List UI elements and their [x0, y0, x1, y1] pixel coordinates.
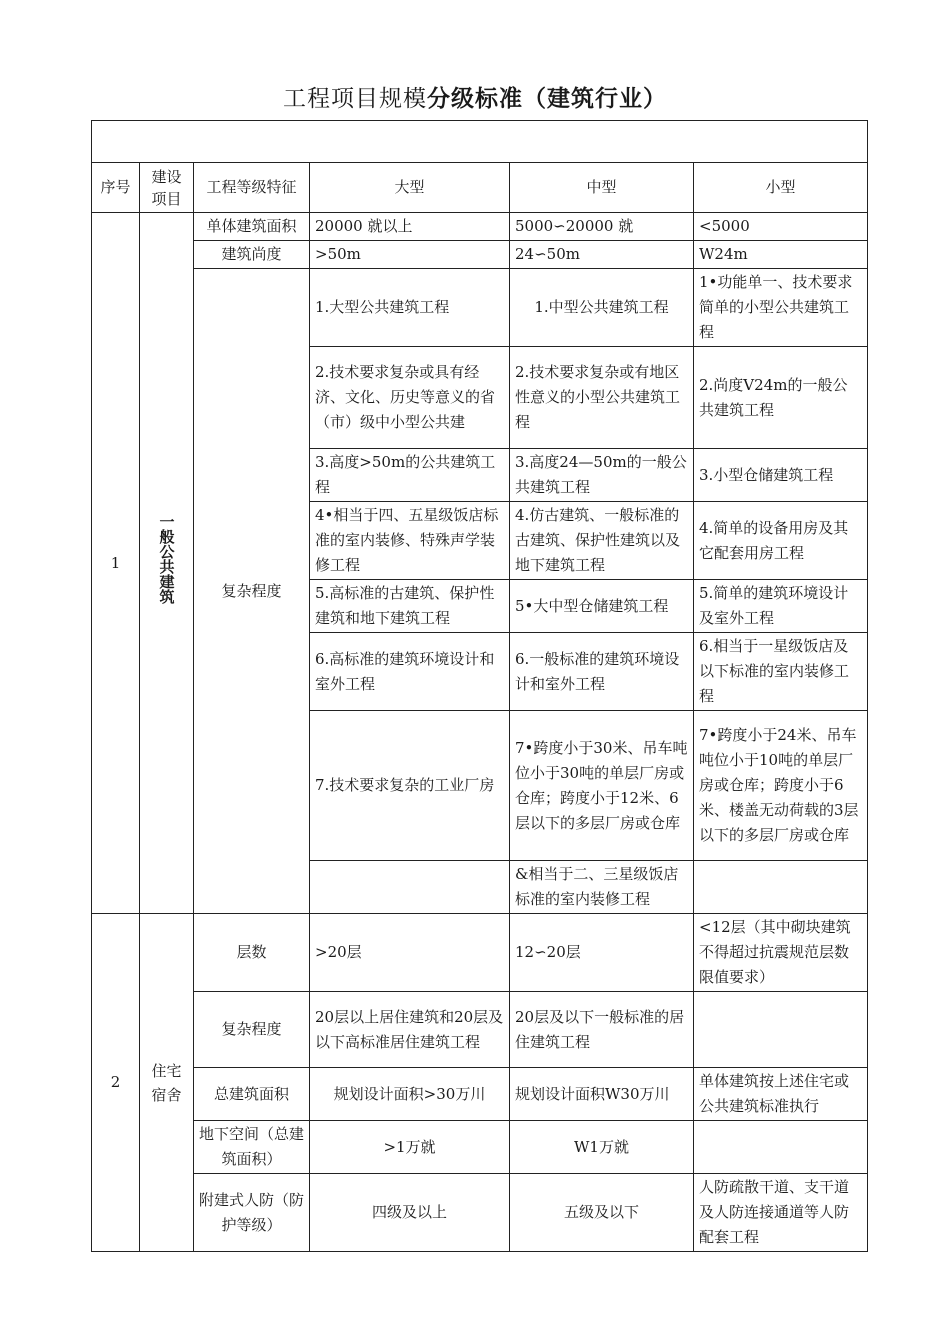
s1-complex-label: 复杂程度: [194, 269, 310, 914]
s2-r1-label: 层数: [194, 914, 310, 992]
s2-seq: 2: [92, 914, 140, 1252]
s2-r5-label: 附建式人防（防护等级）: [194, 1174, 310, 1252]
table-row: [92, 1121, 868, 1174]
s1-height-medium: 24∽50m: [510, 241, 694, 269]
title-part1: 工程项目规模: [283, 86, 427, 112]
header-small: 小型: [694, 163, 868, 213]
header-large: 大型: [310, 163, 510, 213]
table-row: [92, 213, 868, 241]
page-title: [0, 80, 950, 113]
s1-c5-small: 5.简单的建筑环境设计及室外工程: [694, 580, 868, 633]
s1-c8-medium: &相当于二、三星级饭店标准的室内装修工程: [510, 861, 694, 914]
s2-r4-medium: W1万就: [510, 1121, 694, 1174]
s1-c4-medium: 4.仿古建筑、一般标准的古建筑、保护性建筑以及地下建筑工程: [510, 502, 694, 580]
s1-c3-medium: 3.高度24—50m的一般公共建筑工程: [510, 449, 694, 502]
s1-c7-medium: 7•跨度小于30米、吊车吨位小于30吨的单层厂房或仓库；跨度小于12米、6层以下的多层厂房或仓库: [510, 711, 694, 861]
s1-project-cell: [140, 213, 194, 914]
s1-area-small: <5000: [694, 213, 868, 241]
s1-area-medium: 5000∽20000 就: [510, 213, 694, 241]
header-project: 建设 项目: [140, 163, 194, 213]
s1-c3-large: 3.高度>50m的公共建筑工程: [310, 449, 510, 502]
s2-r1-medium: 12∽20层: [510, 914, 694, 992]
s2-r3-small: 单体建筑按上述住宅或公共建筑标准执行: [694, 1068, 868, 1121]
table-row: [92, 1174, 868, 1252]
header-seq: 序号: [92, 163, 140, 213]
s1-c2-medium: 2.技术要求复杂或有地区性意义的小型公共建筑工程: [510, 347, 694, 449]
title-part2: 分级标准（建筑行业）: [427, 86, 667, 112]
table-row: [92, 241, 868, 269]
s1-seq: 1: [92, 213, 140, 914]
s2-r3-large: 规划设计面积>30万川: [310, 1068, 510, 1121]
s1-c2-large: 2.技术要求复杂或具有经济、文化、历史等意义的省 （市）级中小型公共建: [310, 347, 510, 449]
grading-table: [91, 120, 868, 1252]
s2-r2-label: 复杂程度: [194, 992, 310, 1068]
s2-r2-medium: 20层及以下一般标准的居住建筑工程: [510, 992, 694, 1068]
s1-c1-medium: 1.中型公共建筑工程: [510, 269, 694, 347]
s1-c1-small: 1•功能单一、技术要求简单的小型公共建筑工程: [694, 269, 868, 347]
table-row: [92, 1068, 868, 1121]
s1-c1-large: 1.大型公共建筑工程: [310, 269, 510, 347]
s1-c7-large: 7.技术要求复杂的工业厂房: [310, 711, 510, 861]
s2-project: 住宅 宿舍: [140, 914, 194, 1252]
s1-c8-small: [694, 861, 868, 914]
s1-height-label: 建筑尚度: [194, 241, 310, 269]
s1-c4-small: 4.简单的设备用房及其它配套用房工程: [694, 502, 868, 580]
s1-height-small: W24m: [694, 241, 868, 269]
s1-project: 一般公共建筑: [157, 514, 176, 604]
s2-r5-large: 四级及以上: [310, 1174, 510, 1252]
s2-r3-medium: 规划设计面积W30万川: [510, 1068, 694, 1121]
s1-c2-small: 2.尚度V24m的一般公共建筑工程: [694, 347, 868, 449]
s1-c5-large: 5.高标准的古建筑、保护性建筑和地下建筑工程: [310, 580, 510, 633]
s2-r4-small: [694, 1121, 868, 1174]
s2-r1-small: <12层（其中砌块建筑不得超过抗震规范层数限值要求）: [694, 914, 868, 992]
header-row: [92, 163, 868, 213]
s2-r3-label: 总建筑面积: [194, 1068, 310, 1121]
s2-r4-label: 地下空间（总建筑面积）: [194, 1121, 310, 1174]
s1-area-large: 20000 就以上: [310, 213, 510, 241]
s1-c6-small: 6.相当于一星级饭店及以下标准的室内装修工程: [694, 633, 868, 711]
s1-c5-medium: 5•大中型仓储建筑工程: [510, 580, 694, 633]
blank-header-row: [92, 121, 868, 163]
header-medium: 中型: [510, 163, 694, 213]
s2-r4-large: >1万就: [310, 1121, 510, 1174]
s1-c6-large: 6.高标准的建筑环境设计和室外工程: [310, 633, 510, 711]
s2-r2-large: 20层以上居住建筑和20层及以下高标准居住建筑工程: [310, 992, 510, 1068]
s2-r1-large: >20层: [310, 914, 510, 992]
s2-r5-small: 人防疏散干道、支干道及人防连接通道等人防配套工程: [694, 1174, 868, 1252]
s2-r5-medium: 五级及以下: [510, 1174, 694, 1252]
s1-area-label: 单体建筑面积: [194, 213, 310, 241]
table-row: [92, 992, 868, 1068]
s1-c8-large: [310, 861, 510, 914]
s1-c4-large: 4•相当于四、五星级饭店标准的室内装修、特殊声学装修工程: [310, 502, 510, 580]
s1-c6-medium: 6.一般标准的建筑环境设计和室外工程: [510, 633, 694, 711]
s1-c3-small: 3.小型仓储建筑工程: [694, 449, 868, 502]
s2-r2-small: [694, 992, 868, 1068]
header-feature: 工程等级特征: [194, 163, 310, 213]
table-row: [92, 269, 868, 347]
s1-height-large: >50m: [310, 241, 510, 269]
table-row: [92, 914, 868, 992]
s1-c7-small: 7•跨度小于24米、吊车吨位小于10吨的单层厂房或仓库；跨度小于6米、楼盖无动荷载的3层以下的多层厂房或仓库: [694, 711, 868, 861]
